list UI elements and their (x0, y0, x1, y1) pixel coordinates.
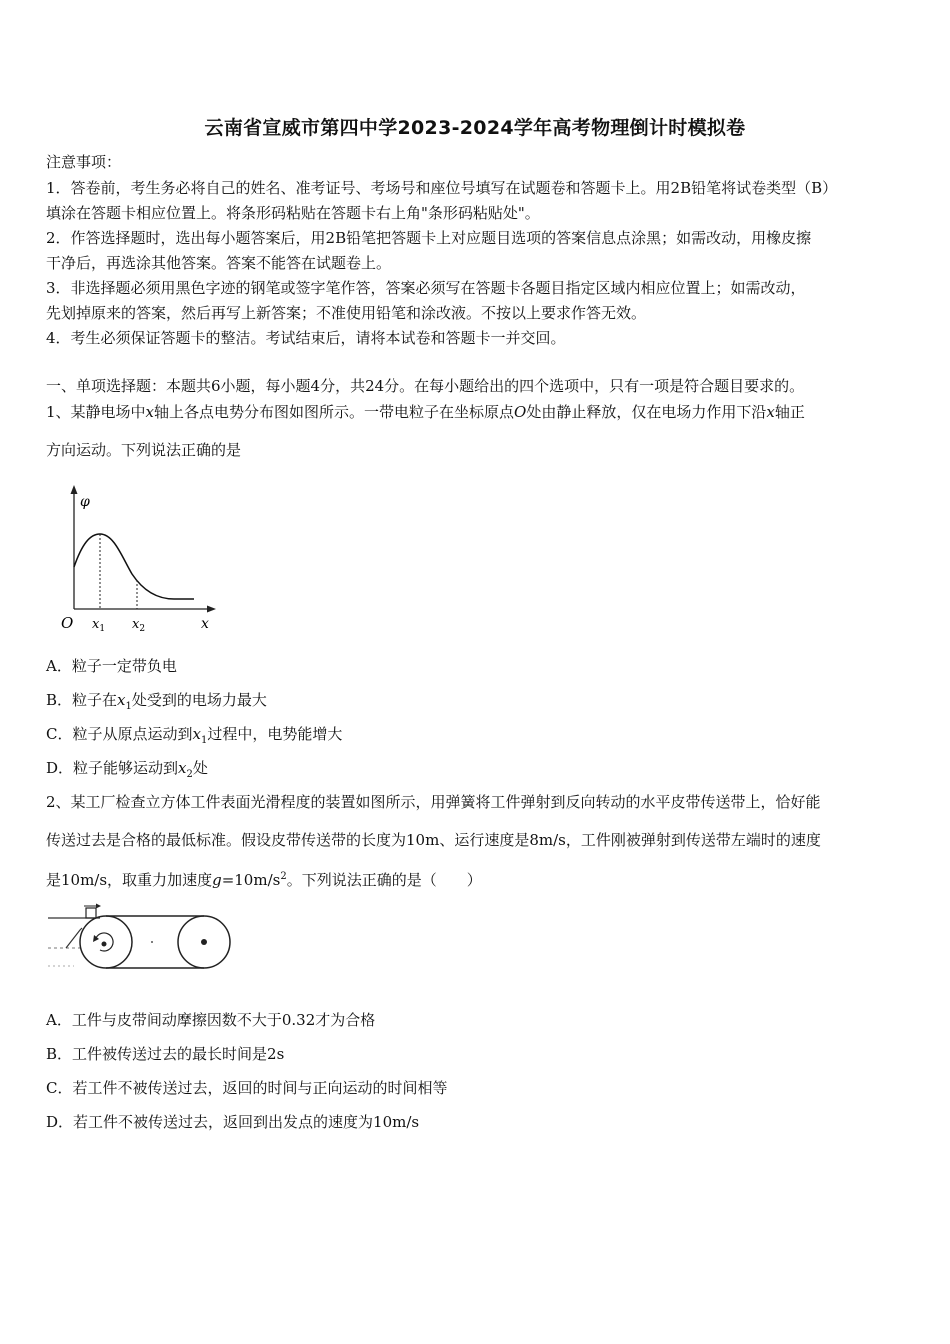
q2-option-a: A．工件与皮带间动摩擦因数不大于0.32才为合格 (46, 1011, 376, 1029)
rotation-arrowhead-icon (93, 935, 99, 942)
q2-stem-text-a: 是10m/s，取重力加速度 (46, 871, 213, 889)
q1-stem-text-c: 处由静止释放，仅在电场力作用下沿 (526, 403, 767, 421)
q1-option-d (46, 758, 208, 785)
graph-y-label: φ (80, 494, 90, 510)
section-heading: 一、单项选择题：本题共6小题，每小题4分，共24分。在每小题给出的四个选项中，只有一项是符合题目要求的。 (46, 377, 805, 395)
graph-tick-x2-sub: 2 (139, 624, 146, 634)
q1-option-c-text-a: C．粒子从原点运动到 (46, 725, 193, 743)
notice-line-1: 1．答卷前，考生务必将自己的姓名、准考证号、考场号和座位号填写在试题卷和答题卡上。用2B铅笔将试卷类型（B） (46, 179, 838, 197)
graph-potential-curve (74, 534, 194, 599)
notice-line-3: 2．作答选择题时，选出每小题答案后，用2B铅笔把答题卡上对应题目选项的答案信息点涂黑；如需改动，用橡皮擦 (46, 229, 812, 247)
q1-option-d-text-a: D．粒子能够运动到 (46, 759, 179, 777)
graph-origin-label: O (61, 614, 74, 632)
graph-tick-x1 (92, 617, 105, 634)
workpiece-block (86, 908, 96, 918)
graph-y-arrow-icon (71, 485, 78, 494)
notice-line-6: 先划掉原来的答案，然后再写上新答案；不准使用铅笔和涂改液。不按以上要求作答无效。 (46, 304, 647, 322)
q1-option-b (46, 690, 267, 717)
q2-stem-line3 (46, 867, 482, 890)
graph-tick-x1-var: x (92, 617, 100, 632)
graph-tick-x2 (132, 617, 145, 634)
page-title: 云南省宣威市第四中学2023-2024学年高考物理倒计时模拟卷 (204, 117, 746, 139)
q1-potential-graph (56, 482, 226, 637)
q1-option-a: A．粒子一定带负电 (46, 657, 177, 675)
left-pulley (80, 916, 132, 968)
q1-stem-line2: 方向运动。下列说法正确的是 (46, 441, 242, 459)
q2-stem-var-g: g (212, 871, 222, 889)
q1-option-b-text-b: 处受到的电场力最大 (131, 691, 267, 709)
q2-option-c: C．若工件不被传送过去，返回的时间与正向运动的时间相等 (46, 1079, 448, 1097)
q2-stem-line1: 2、某工厂检查立方体工件表面光滑程度的装置如图所示，用弹簧将工件弹射到反向转动的水平皮带传送带上，恰好能 (46, 793, 821, 811)
notice-heading: 注意事项： (46, 153, 122, 171)
notice-line-2: 填涂在答题卡相应位置上。将条形码粘贴在答题卡右上角"条形码粘贴处"。 (46, 204, 540, 222)
q1-option-c-var: x (192, 725, 201, 743)
workpiece-arrow-icon (96, 904, 101, 909)
graph-tick-x2-var: x (132, 617, 140, 632)
graph-x-label: x (201, 616, 209, 632)
graph-tick-x1-sub: 1 (99, 624, 106, 634)
q1-stem-line1 (46, 402, 805, 422)
q2-stem-text-b: =10m/s (221, 871, 281, 889)
notice-line-4: 干净后，再选涂其他答案。答案不能答在试题卷上。 (46, 254, 392, 272)
q2-stem-sup: 2 (280, 871, 287, 882)
q1-option-c (46, 724, 342, 751)
q1-option-b-text-a: B．粒子在 (46, 691, 118, 709)
q1-option-c-text-b: 过程中，电势能增大 (207, 725, 343, 743)
notice-line-5: 3．非选择题必须用黑色字迹的钢笔或签字笔作答，答案必须写在答题卡各题目指定区域内相应位置上；如需改动， (46, 279, 806, 297)
graph-x-arrow-icon (207, 606, 216, 613)
q1-option-d-text-b: 处 (192, 759, 208, 777)
q2-stem-line2: 传送过去是合格的最低标准。假设皮带传送带的长度为10m、运行速度是8m/s，工件刚被弹射到传送带左端时的速度 (46, 831, 821, 849)
q1-option-b-var: x (117, 691, 126, 709)
q1-stem-text-a: 1、某静电场中 (46, 403, 146, 421)
q1-option-b-sub: 1 (125, 701, 132, 712)
q1-option-d-sub: 2 (186, 769, 193, 780)
q1-stem-var-x: x (145, 403, 155, 421)
belt-middle-dot (151, 941, 153, 943)
q2-option-d: D．若工件不被传送过去，返回到出发点的速度为10m/s (46, 1113, 420, 1131)
left-pulley-axle (102, 942, 107, 947)
q1-stem-var-x2: x (766, 403, 775, 421)
notice-line-7: 4．考生必须保证答题卡的整洁。考试结束后，请将本试卷和答题卡一并交回。 (46, 329, 566, 347)
q2-conveyor-figure (44, 898, 234, 976)
q2-stem-text-c: 。下列说法正确的是（ ） (286, 871, 482, 889)
right-pulley-axle (201, 939, 207, 945)
q1-stem-text-d: 轴正 (774, 403, 805, 421)
q1-stem-text-b: 轴上各点电势分布图如图所示。一带电粒子在坐标原点 (154, 403, 515, 421)
q1-stem-var-O: O (514, 403, 527, 421)
q2-option-b: B．工件被传送过去的最长时间是2s (46, 1045, 285, 1063)
q1-option-c-sub: 1 (200, 735, 208, 746)
q1-option-d-var: x (178, 759, 187, 777)
